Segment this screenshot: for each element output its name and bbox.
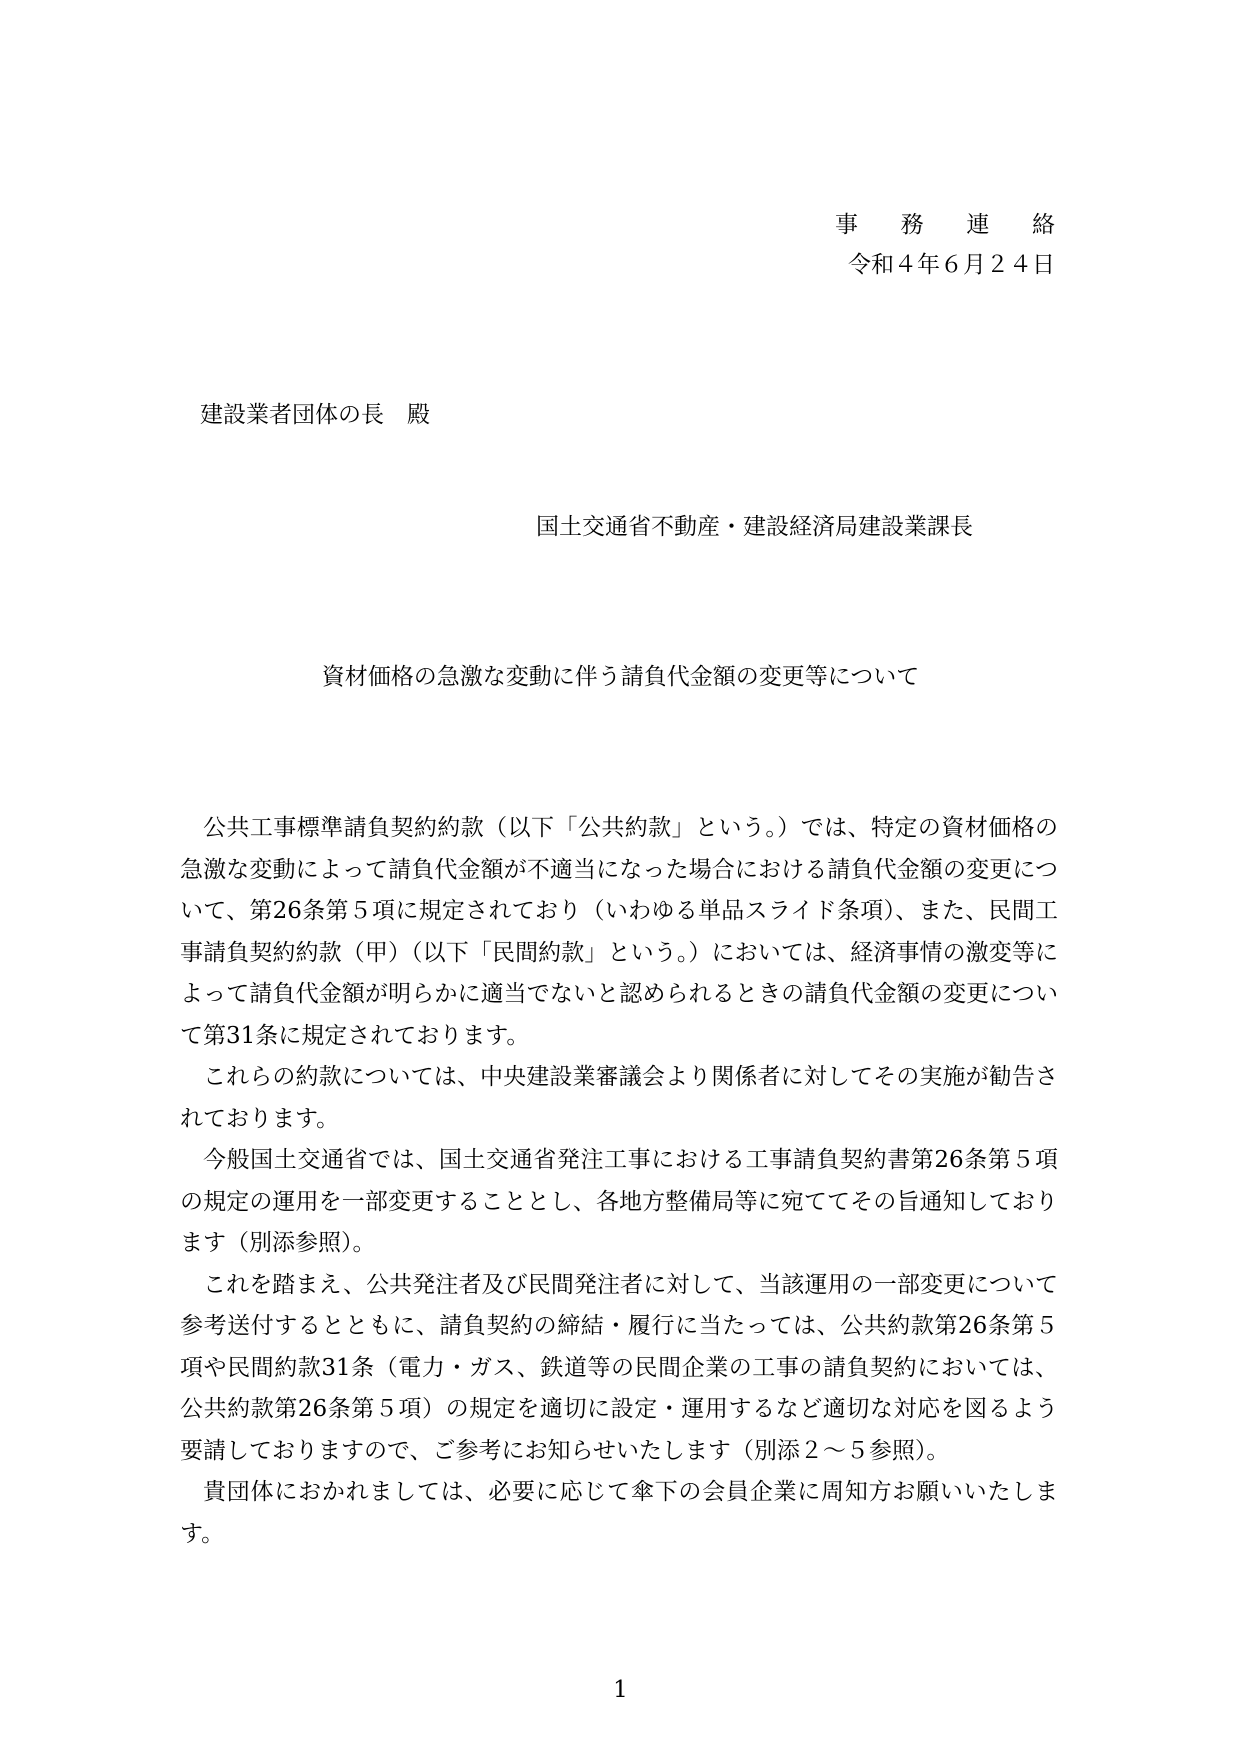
body-paragraph: これを踏まえ、公共発注者及び民間発注者に対して、当該運用の一部変更について参考送付するとともに、請負契約の締結・履行に当たっては、公共約款第26条第５項や民間約款31条（電力・ガス、鉄道等の民間企業の工事の請負契約においては、公共約款第26条第５項）の規定を適切に設定・運用するなど適切な対応を図るよう要請しておりますので、ご参考にお知らせいたします（別添２～５参照）。 [180,1271,1058,1464]
body-paragraph: これらの約款については、中央建設業審議会より関係者に対してその実施が勧告されております。 [180,1064,1058,1132]
subject-title: 資材価格の急激な変動に伴う請負代金額の変更等について [321,664,920,690]
document-type-heading [835,210,1055,240]
sender: 国土交通省不動産・建設経済局建設業課長 [536,514,973,540]
body-paragraph: 今般国土交通省では、国土交通省発注工事における工事請負契約書第26条第５項の規定の運用を一部変更することとし、各地方整備局等に宛ててその旨通知しております（別添参照）。 [180,1147,1058,1256]
doc-type-char: 事 [835,212,858,238]
doc-type-char: 務 [900,212,924,238]
page-number: 1 [613,1677,628,1703]
doc-type-char: 連 [966,212,990,238]
doc-type-char: 絡 [1031,212,1055,238]
addressee: 建設業者団体の長 殿 [200,402,430,428]
document-date: 令和４年６月２４日 [848,252,1055,278]
body-text [180,808,1058,1555]
body-paragraph: 貴団体におかれましては、必要に応じて傘下の会員企業に周知方お願いいたします。 [180,1479,1058,1547]
body-paragraph: 公共工事標準請負契約約款（以下「公共約款」という。）では、特定の資材価格の急激な変動によって請負代金額が不適当になった場合における請負代金額の変更について、第26条第５項に規定されており（いわゆる単品スライド条項）、また、民間工事請負契約約款（甲）（以下「民間約款」という。）においては、経済事情の激変等によって請負代金額が明らかに適当でないと認められるときの請負代金額の変更について第31条に規定されております。 [180,815,1058,1049]
